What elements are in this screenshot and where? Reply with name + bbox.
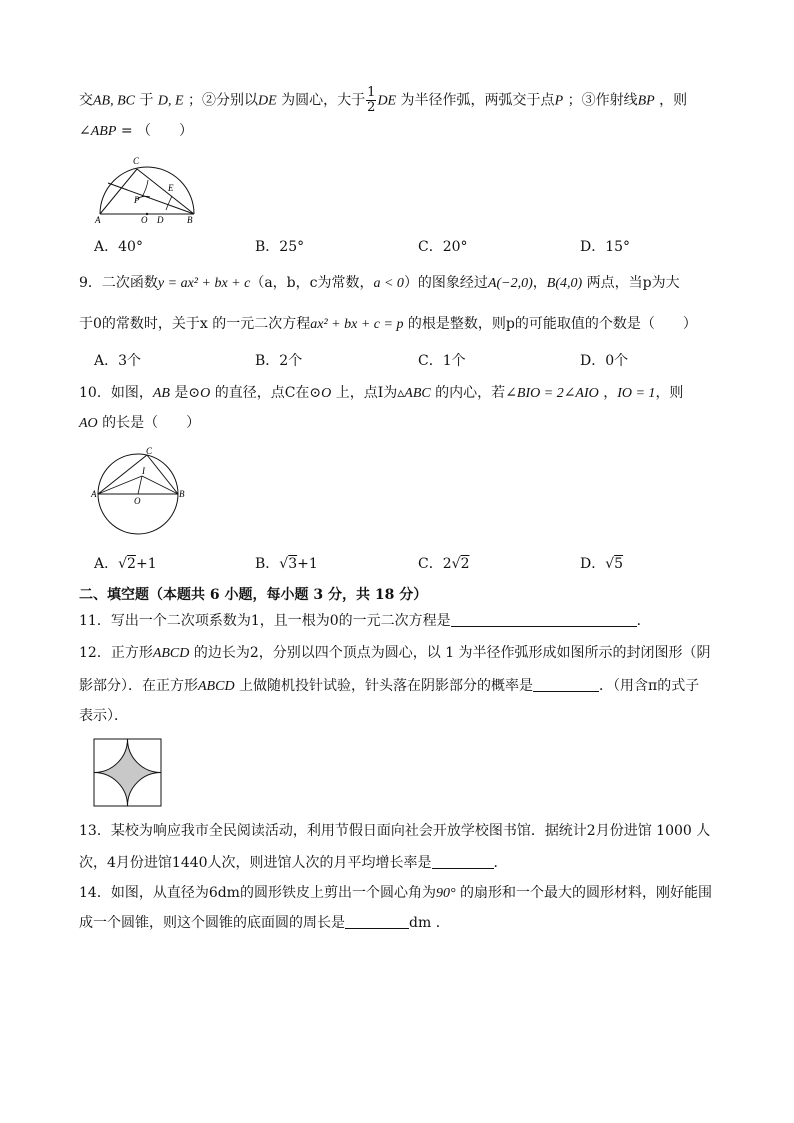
q11-text: 11．写出一个二次项系数为1，且一根为0的一元二次方程是 (79, 613, 451, 629)
answer-blank[interactable] (345, 914, 409, 929)
q8-option-d (580, 237, 630, 257)
q12-text: 上做随机投针试验，针头落在阴影部分的概率是 (234, 678, 534, 694)
q9-math: A(−2,0) (487, 276, 533, 291)
q12-line-3: 表示）． (79, 708, 128, 724)
option-letter: B． (255, 556, 280, 572)
q13-text: ． (493, 855, 508, 871)
option-letter: C． (418, 556, 443, 572)
q9-option-c (418, 351, 466, 371)
q8-text: 于 (135, 92, 158, 109)
option-value: 40° (118, 239, 143, 255)
answer-blank[interactable] (451, 612, 637, 627)
radicand: 5 (614, 556, 624, 572)
fig-label-D: D (157, 215, 164, 224)
q9-option-a (94, 351, 141, 371)
q8-text: ；②分别以 (183, 92, 259, 109)
option-value: 15° (605, 239, 631, 255)
q8-option-b (255, 237, 304, 257)
q9-math: a < 0 (373, 276, 404, 291)
sqrt-sign: √ (118, 556, 128, 572)
q9-text: （a，b，c为常数， (250, 275, 374, 291)
fig-label-E: E (168, 183, 174, 193)
q12-line-2 (79, 676, 699, 697)
q9-line-1 (79, 273, 680, 294)
q9-option-b (255, 351, 302, 371)
q10-text: ，则 (655, 385, 684, 401)
q12-text: 12．正方形 (79, 645, 153, 661)
q8-text: ；③作射线 (563, 92, 638, 109)
q8-text: 为半径作弧，两弧交于点 (396, 92, 555, 109)
option-value: 25° (279, 239, 305, 255)
q9-option-d (580, 351, 628, 371)
q8-line-2 (79, 121, 193, 142)
q10-text: 是⊙ (169, 385, 201, 401)
q14-line-2 (79, 913, 450, 933)
q12-text: 影部分）．在正方形 (79, 678, 198, 694)
q14-text: 成一个圆锥，则这个圆锥的底面圆的周长是 (79, 915, 345, 931)
q14-text: 的扇形和一个最大的圆形材料，刚好能围 (455, 885, 713, 901)
radicand: 2 (460, 556, 470, 572)
q10-text: ， (598, 385, 618, 401)
q14-text: 14．如图，从直径为6dm的圆形铁皮上剪出一个圆心角为 (79, 885, 436, 901)
q10-text: 的直径，点C在⊙ (210, 385, 322, 401)
q8-text: = （ ） (116, 123, 194, 139)
q10-math: ∠BIO = 2∠AIO (505, 386, 599, 401)
q8-option-a (94, 237, 143, 257)
q10-option-c (418, 554, 469, 574)
q8-math: D, E (157, 93, 184, 109)
q10-text: 的长是（ ） (97, 415, 201, 431)
q8-math: BP (637, 93, 655, 109)
q12-line-1 (79, 643, 711, 664)
q10-math: O (200, 386, 211, 401)
q8-semicircle-figure (92, 152, 202, 224)
q9-text: 于0的常数时，关于x 的一元二次方程 (79, 316, 311, 332)
q14-line-1 (79, 883, 712, 904)
q11-line (79, 611, 651, 631)
q8-math: P (554, 93, 564, 109)
q9-math: ax² + bx + c = p (310, 317, 404, 332)
q10-math: IO = 1 (617, 386, 656, 401)
fraction-denominator: 2 (367, 100, 376, 115)
q8-text: 为圆心，大于 (276, 92, 366, 109)
q10-option-a (94, 554, 157, 574)
answer-blank[interactable] (432, 854, 494, 869)
q13-line-2 (79, 853, 508, 873)
q9-text: ， (532, 275, 547, 291)
fig-label-O: O (134, 496, 141, 506)
q8-option-c (418, 237, 468, 257)
q8-text: 交 (79, 92, 93, 109)
q10-math: O (321, 386, 332, 401)
option-letter: A． (94, 556, 119, 572)
sqrt-sign: √ (279, 556, 289, 572)
q10-text: 上，点I为 (331, 385, 398, 401)
option-value: 1个 (442, 353, 466, 369)
fig-label-C: C (146, 446, 153, 456)
q8-text: ，则 (654, 92, 688, 109)
q10-text: 的内心，若 (430, 385, 506, 401)
radicand: 3 (288, 556, 298, 572)
q12-text: 的边长为2，分别以四个顶点为圆心，以 1 为半径作弧形成如图所示的封闭图形（阴 (189, 645, 711, 661)
q10-circle-figure (90, 444, 190, 536)
sqrt-sign: √ (605, 556, 615, 572)
q9-text: 的根是整数，则p的可能取值的个数是（ ） (403, 316, 697, 332)
q10-math: ▵ABC (397, 386, 431, 401)
q14-math: 90° (435, 886, 456, 901)
option-letter: B． (255, 353, 280, 369)
q13-text: 次，4月份进馆1440人次，则进馆人次的月平均增长率是 (79, 855, 432, 871)
q8-math: DE (258, 93, 277, 109)
q10-math: AB (152, 386, 170, 401)
q13-line-1: 13．某校为响应我市全民阅读活动，利用节假日面向社会开放学校图书馆．据统计2月份进馆 1000 人 (79, 823, 711, 839)
q9-math: B(4,0) (546, 276, 583, 291)
q10-text: 10．如图， (79, 385, 153, 401)
q8-line-1 (79, 86, 687, 115)
option-letter: B． (255, 239, 280, 255)
q10-line-2 (79, 413, 200, 434)
section-heading: 二、填空题（本题共 6 小题，每小题 3 分，共 18 分） (79, 587, 428, 603)
sqrt-sign: √ (451, 556, 461, 572)
option-letter: A． (94, 353, 119, 369)
fig-label-I: I (142, 466, 145, 476)
q10-option-d (580, 554, 623, 574)
q12-math: ABCD (152, 646, 190, 661)
q9-text: 两点，当p为大 (582, 275, 680, 291)
fig-label-B: B (187, 215, 193, 224)
option-letter: D． (580, 353, 606, 369)
q8-math: DE (377, 93, 397, 109)
radicand: 2 (127, 556, 136, 572)
q10-line-1 (79, 383, 683, 404)
option-letter: A． (94, 239, 119, 255)
q8-math: ∠ABP (79, 124, 117, 139)
q9-line-2 (79, 314, 697, 335)
q9-math: y = ax² + bx + c (157, 276, 251, 291)
option-value: 3个 (118, 353, 142, 369)
option-letter: C． (418, 239, 443, 255)
q10-math: AO (79, 416, 98, 431)
fraction-numerator: 1 (367, 85, 376, 100)
q12-math: ABCD (198, 679, 235, 694)
option-letter: C． (418, 353, 443, 369)
option-value: 20° (442, 239, 468, 255)
q12-text: ．（用含π的式子 (599, 678, 700, 694)
option-value: +1 (297, 556, 318, 572)
option-value: +1 (135, 556, 157, 572)
q9-text: 9．二次函数 (79, 275, 158, 291)
option-letter: D． (580, 239, 606, 255)
fraction-half (366, 86, 376, 115)
fig-label-P: P (134, 195, 140, 205)
q9-text: ）的图象经过 (403, 275, 488, 291)
fig-label-A: A (95, 215, 101, 224)
option-value: 2个 (279, 353, 303, 369)
option-letter: D． (580, 556, 606, 572)
coefficient: 2 (442, 556, 452, 572)
fig-label-C: C (133, 156, 140, 166)
q11-text: ． (636, 613, 651, 629)
q8-math: AB, BC (93, 93, 135, 109)
answer-blank[interactable] (533, 677, 599, 692)
q10-option-b (255, 554, 318, 574)
q14-text: dm ． (409, 915, 450, 931)
fig-label-A: A (91, 489, 97, 499)
q12-square-figure (93, 738, 163, 808)
fig-label-B: B (179, 489, 185, 499)
option-value: 0个 (605, 353, 629, 369)
fig-label-O: O (141, 215, 148, 224)
